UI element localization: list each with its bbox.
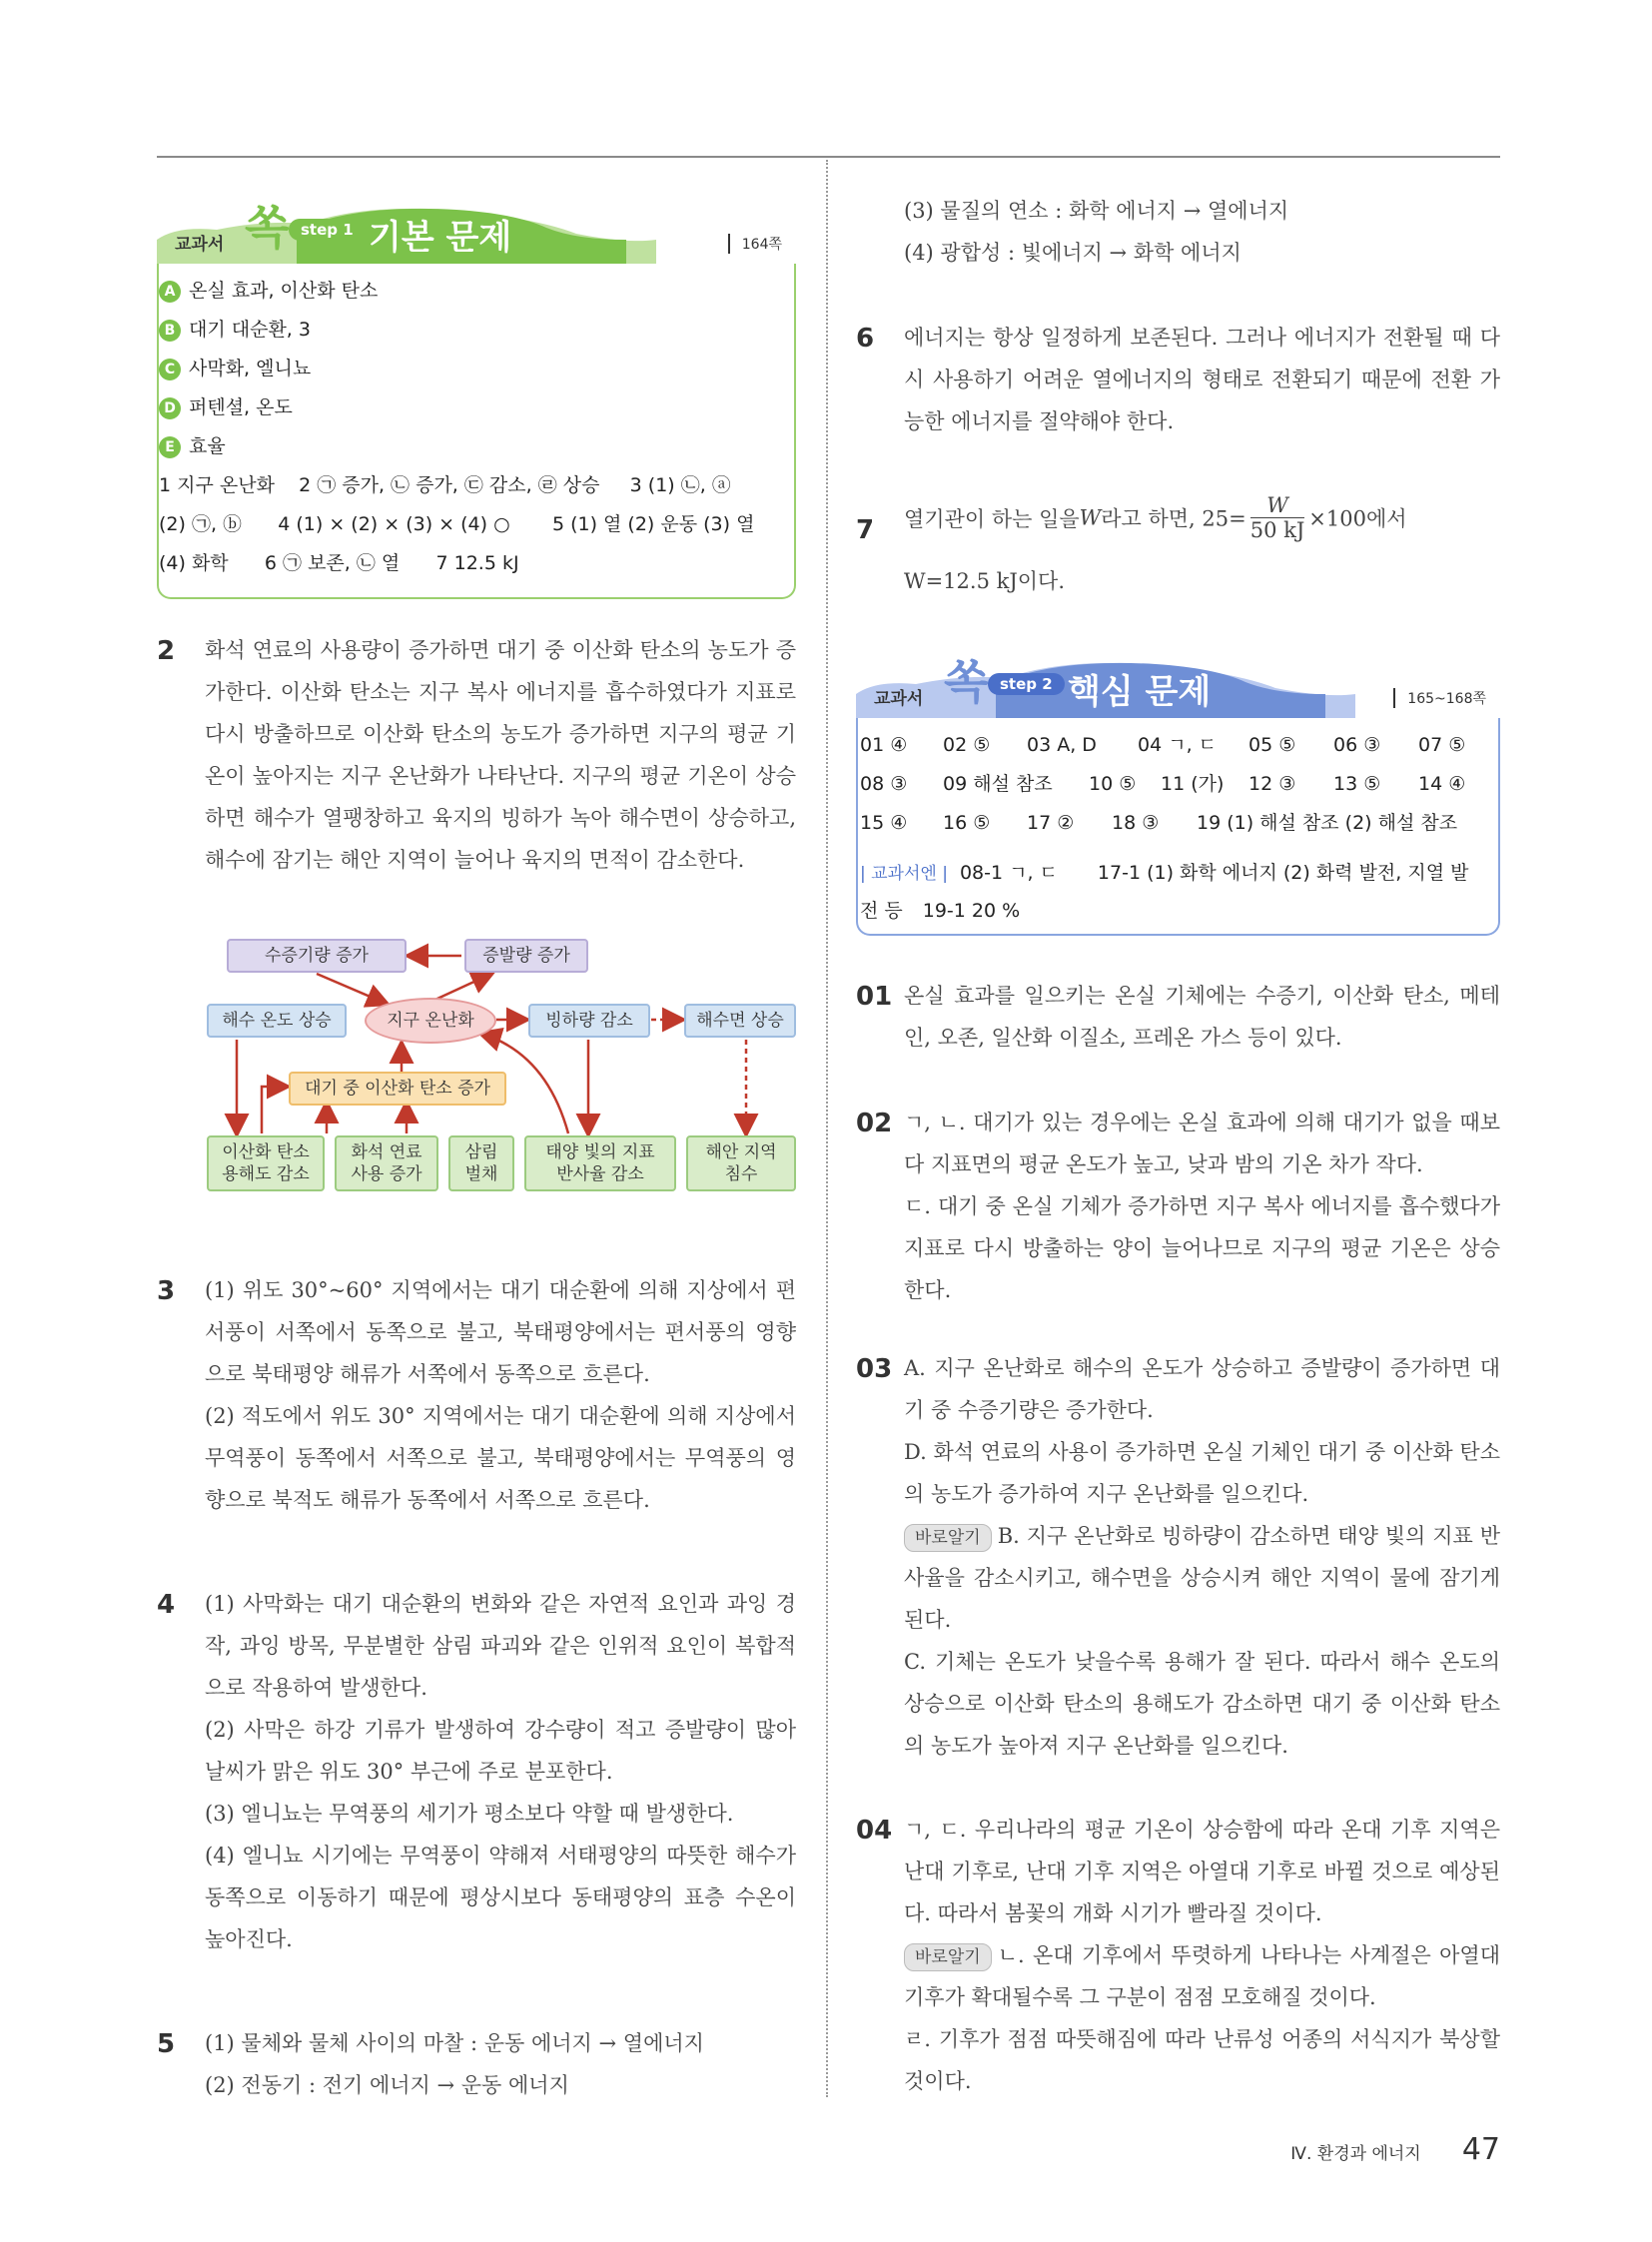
question-number: 7 (856, 515, 875, 545)
node-solubility: 이산화 탄소 용해도 감소 (207, 1135, 325, 1191)
step-badge: step 1 (289, 219, 366, 241)
correction-tag: 바로알기 (904, 1943, 992, 1971)
page-footer (1290, 2132, 1500, 2167)
extra-row-1: | 교과서엔 | 08-1 ㄱ, ㄷ 17-1 (1) 화학 에너지 (2) 화력 발전, 지열 발 (860, 862, 1469, 884)
answer-text: (1) 사막화는 대기 대순환의 변화와 같은 자연적 요인과 과잉 경작, 과잉 방목, 무분별한 삼림 파괴와 같은 인위적 요인이 복합적으로 작용하여 발생한다. (2) 사막은 하강 기류가 발생하여 강수량이 적고 증발량이 많아 날씨가 맑은 위도 30° 부근에 주로 분포한다. (3) 엘니뇨는 무역풍의 세기가 평소보다 약할 때 발생한다. (4) 엘니뇨 시기에는 무역풍이 약해져 서태평양의 따뜻한 해수가 동쪽으로 이동하기 때문에 평상시보다 동태평양의 표층 수온이 높아진다. (205, 1592, 796, 1951)
answer-line-2: (2) ㉠, ⓑ 4 (1) × (2) × (3) × (4) ○ 5 (1) 열 (2) 운동 (3) 열 (159, 513, 755, 535)
step-title: 기본 문제 (369, 218, 512, 258)
step1-banner (157, 200, 796, 264)
node-coast-flood: 해안 지역 침수 (686, 1135, 796, 1191)
answer-b: B 대기 대순환, 3 (159, 315, 311, 342)
step1-answer-box (157, 264, 796, 599)
answer-text: ㄱ, ㄴ. 대기가 있는 경우에는 온실 효과에 의해 대기가 없을 때보다 지표면의 평균 온도가 높고, 낮과 밤의 기온 차가 작다. ㄷ. 대기 중 온실 기체가 증가하면 지구 복사 에너지를 흡수했다가 지표로 다시 방출하는 양이 늘어나므로 지구의 평균 기온은 상승한다. (904, 1111, 1500, 1302)
answer-text: (1) 물체와 물체 사이의 마찰 : 운동 에너지 → 열에너지 (2) 전동기 : 전기 에너지 → 운동 에너지 (205, 2031, 704, 2097)
question-number: 04 (856, 1816, 893, 1846)
extra-row-2: 전 등 19-1 20 % (860, 900, 1021, 922)
letter-badge: D (159, 397, 181, 419)
node-albedo: 태양 빛의 지표 반사율 감소 (524, 1135, 676, 1191)
answer-e: E 효율 (159, 431, 226, 458)
answer-row-1: 01 ④ 02 ⑤ 03 A, D 04 ㄱ, ㄷ 05 ⑤ 06 ③ 07 ⑤ (860, 734, 1466, 756)
answer-line-1: 1 지구 온난화 2 ㉠ 증가, ㉡ 증가, ㉢ 감소, ㉣ 상승 3 (1) ㉡, ⓐ (159, 474, 731, 496)
page-reference: 164쪽 (728, 234, 782, 254)
column-divider (826, 160, 828, 2097)
letter-badge: A (159, 281, 181, 303)
answer-c: C 사막화, 엘니뇨 (159, 354, 311, 380)
node-evaporation: 증발량 증가 (464, 939, 588, 973)
textbook-label: 교과서 (175, 235, 225, 255)
node-vapor: 수증기량 증가 (227, 939, 407, 973)
letter-badge: C (159, 359, 181, 380)
fraction: $\frac{W}{50 kJ}$ (1249, 493, 1305, 542)
answer-line-3: (4) 화학 6 ㉠ 보존, ㉡ 열 7 12.5 kJ (159, 552, 519, 574)
answer-text: (1) 위도 30°~60° 지역에서는 대기 대순환에 의해 지상에서 편서풍이 서쪽에서 동쪽으로 불고, 북태평양에서는 편서풍의 영향으로 북태평양 해류가 서쪽에서 동쪽으로 흐른다. (2) 적도에서 위도 30° 지역에서는 대기 대순환에 의해 지상에서 무역풍이 동쪽에서 서쪽으로 불고, 북태평양에서는 무역풍의 영향으로 북적도 해류가 동쪽에서 서쪽으로 흐른다. (205, 1278, 796, 1512)
node-sea-level: 해수면 상승 (684, 1004, 796, 1038)
step-badge: step 2 (988, 673, 1065, 695)
answer-text: ㄱ, ㄷ. 우리나라의 평균 기온이 상승함에 따라 온대 기후 지역은 난대 기후로, 난대 기후 지역은 아열대 기후로 바뀔 것으로 예상된다. 따라서 봄꽃의 개화 시기가 빨라질 것이다. 바로알기 ㄴ. 온대 기후에서 뚜렷하게 나타나는 사계절은 아열대 기후가 확대될수록 그 구분이 점점 모호해질 것이다. ㄹ. 기후가 점점 따뜻해짐에 따라 난류성 어종의 서식지가 북상할 것이다. (904, 1818, 1500, 2093)
extra-label: | 교과서엔 | (860, 864, 948, 884)
question-number: 02 (856, 1109, 893, 1138)
answer-text: 온실 효과를 일으키는 온실 기체에는 수증기, 이산화 탄소, 메테인, 오존, 일산화 이질소, 프레온 가스 등이 있다. (904, 984, 1500, 1050)
ssuk-logo: 쏙 (944, 655, 989, 709)
node-co2: 대기 중 이산화 탄소 증가 (289, 1072, 506, 1106)
answer-text: A. 지구 온난화로 해수의 온도가 상승하고 증발량이 증가하면 대기 중 수증기량은 증가한다. D. 화석 연료의 사용이 증가하면 온실 기체인 대기 중 이산화 탄소의 농도가 증가하여 지구 온난화를 일으킨다. 바로알기 B. 지구 온난화로 빙하량이 감소하면 태양 빛의 지표 반사율을 감소시키고, 해수면을 상승시켜 해안 지역이 물에 잠기게 된다. C. 기체는 온도가 낮을수록 용해가 잘 된다. 따라서 해수 온도의 상승으로 이산화 탄소의 용해도가 감소하면 대기 중 이산화 탄소의 농도가 높아져 지구 온난화를 일으킨다. (904, 1356, 1500, 1758)
answer-text: 화석 연료의 사용량이 증가하면 대기 중 이산화 탄소의 농도가 증가한다. 이산화 탄소는 지구 복사 에너지를 흡수하였다가 지표로 다시 방출하므로 이산화 탄소의 농도가 증가하면 지구의 평균 기온이 높아지는 지구 온난화가 나타난다. 지구의 평균 기온이 상승하면 해수가 열팽창하고 육지의 빙하가 녹아 해수면이 상승하고, 해수에 잠기는 해안 지역이 늘어나 육지의 면적이 감소한다. (205, 638, 796, 872)
correction-tag: 바로알기 (904, 1524, 992, 1552)
top-rule (157, 156, 1500, 158)
answer-formula: 열기관이 하는 일을W라고 하면, 25= $\frac{W}{50 kJ}$ ×100에서 (904, 493, 1407, 542)
section-title: Ⅳ. 환경과 에너지 (1290, 2144, 1421, 2164)
question-number: 2 (157, 636, 176, 666)
step2-answer-box (856, 718, 1500, 936)
question-number: 01 (856, 982, 893, 1012)
question-number: 3 (157, 1276, 176, 1306)
node-global-warming: 지구 온난화 (365, 998, 496, 1044)
answer-text: 에너지는 항상 일정하게 보존된다. 그러나 에너지가 전환될 때 다시 사용하기 어려운 열에너지의 형태로 전환되기 때문에 전환 가능한 에너지를 절약해야 한다. (904, 326, 1500, 433)
answer-row-2: 08 ③ 09 해설 참조 10 ⑤ 11 (가) 12 ③ 13 ⑤ 14 ④ (860, 773, 1466, 795)
node-sea-temp: 해수 온도 상승 (207, 1004, 347, 1038)
question-number: 4 (157, 1590, 176, 1620)
textbook-label: 교과서 (874, 689, 924, 709)
step-title: 핵심 문제 (1068, 672, 1212, 712)
letter-badge: E (159, 436, 181, 458)
answer-a: A 온실 효과, 이산화 탄소 (159, 276, 378, 303)
answer-d: D 퍼텐셜, 온도 (159, 392, 293, 419)
answer-text: (3) 물질의 연소 : 화학 에너지 → 열에너지 (4) 광합성 : 빛에너지 → 화학 에너지 (904, 199, 1289, 265)
question-number: 5 (157, 2029, 176, 2059)
letter-badge: B (159, 320, 181, 342)
question-number: 6 (856, 324, 875, 354)
page-reference: 165~168쪽 (1393, 688, 1486, 708)
step2-banner (856, 654, 1500, 718)
answer-result: W=12.5 kJ이다. (904, 569, 1066, 593)
ssuk-logo: 쏙 (245, 201, 290, 255)
node-fossil-fuel: 화석 연료 사용 증가 (335, 1135, 438, 1191)
answer-row-3: 15 ④ 16 ⑤ 17 ② 18 ③ 19 (1) 해설 참조 (2) 해설 참조 (860, 812, 1458, 834)
question-number: 03 (856, 1354, 893, 1384)
node-deforestation: 삼림 벌채 (448, 1135, 514, 1191)
warming-diagram (207, 934, 796, 1203)
page-number: 47 (1461, 2132, 1500, 2167)
node-glacier: 빙하량 감소 (528, 1004, 650, 1038)
